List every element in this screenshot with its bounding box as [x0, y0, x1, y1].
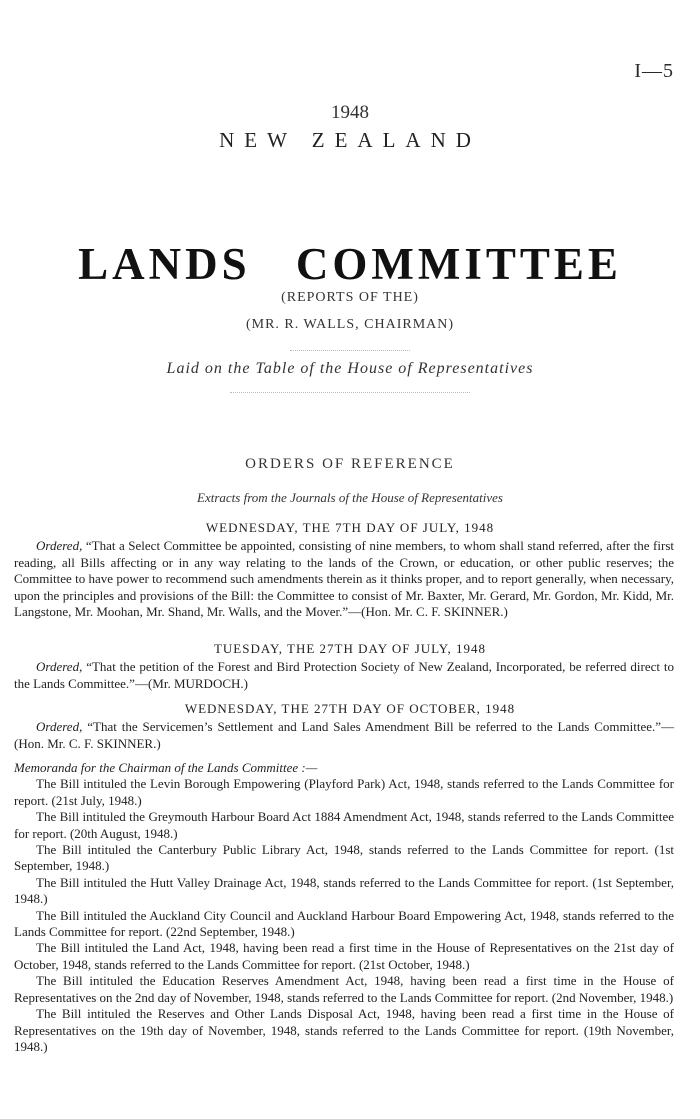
laid-on-table-line: Laid on the Table of the House of Representatives — [166, 360, 534, 377]
order-date: WEDNESDAY, THE 7TH DAY OF JULY, 1948 — [205, 520, 495, 535]
country-heading: NEW ZEALAND — [219, 128, 481, 152]
order-text: “That a Select Committee be appointed, consisting of nine members, to whom shall stand referred, after the first reading, all Bills affecting or in any way relating to the lands of the Crown, or education, or other public reserves; the Committee to have power to recommend such amendments therein as it thinks proper, and to report generally, when necessary, upon the principles and provisions of the Bill: the Committee to consist of Mr. Baxter, Mr. Gerard, Mr. Gordon, Mr. Kidd, Mr. Langstone, Mr. Moohan, Mr. Shand, Mr. Walls, and the Mover.”—(Hon. Mr. C. F. SKINNER.) — [14, 538, 674, 620]
memo-item: The Bill intituled the Auckland City Council and Auckland Harbour Board Empowering Act, 1948, stands referred to the Lands Committee for report. (22nd September, 1948.) — [14, 907, 674, 940]
order-text: “That the petition of the Forest and Bird Protection Society of New Zealand, Incorporated, be referred direct to the Lands Committee.”—(Mr. MURDOCH.) — [14, 659, 674, 691]
memo-item: The Bill intituled the Greymouth Harbour Board Act 1884 Amendment Act, 1948, stands referred to the Lands Committee for report. (20th August, 1948.) — [14, 809, 674, 841]
document-title: LANDS COMMITTEE — [78, 239, 622, 289]
memo-item: The Bill intituled the Hutt Valley Drainage Act, 1948, stands referred to the Lands Committee for report. (1st September, 1948.) — [14, 874, 674, 907]
document-subtitle: (REPORTS OF THE) — [281, 290, 419, 305]
orders-heading: ORDERS OF REFERENCE — [245, 456, 455, 472]
chairman-line: (MR. R. WALLS, CHAIRMAN) — [245, 317, 455, 332]
memo-item: The Bill intituled the Reserves and Other Lands Disposal Act, 1948, having been read a first time in the House of Representatives on the 19th day of November, 1948, stands referred to the Lands Committee for report. (19th November, 1948.) — [14, 1006, 674, 1054]
order-entry — [14, 538, 674, 621]
memoranda-section — [14, 760, 674, 1055]
divider — [290, 350, 410, 351]
page-reference: I—5 — [634, 60, 674, 82]
memoranda-heading: Memoranda for the Chairman of the Lands Committee :— — [14, 760, 318, 775]
memo-item: The Bill intituled the Canterbury Public Library Act, 1948, stands referred to the Lands Committee for report. (1st September, 1948.) — [14, 842, 674, 874]
memo-item: The Bill intituled the Education Reserves Amendment Act, 1948, having been read a first time in the House of Representatives on the 2nd day of November, 1948, stands referred to the Lands Committee for report. (2nd November, 1948.) — [14, 973, 674, 1005]
divider — [230, 392, 470, 393]
ordered-label: Ordered, — [36, 538, 83, 553]
order-entry — [14, 659, 674, 692]
ordered-label: Ordered, — [36, 659, 83, 674]
memo-item: The Bill intituled the Land Act, 1948, having been read a first time in the House of Representatives on the 21st day of October, 1948, stands referred to the Lands Committee for report. (21st October, 1948.) — [14, 940, 674, 972]
order-entry — [14, 719, 674, 752]
extracts-line: Extracts from the Journals of the House of Representatives — [197, 490, 503, 505]
order-date: TUESDAY, THE 27TH DAY OF JULY, 1948 — [213, 641, 487, 656]
ordered-label: Ordered, — [36, 719, 83, 734]
year: 1948 — [331, 102, 369, 123]
order-text: “That the Servicemen’s Settlement and Land Sales Amendment Bill be referred to the Lands Committee.”—(Hon. Mr. C. F. SKINNER.) — [14, 719, 674, 751]
order-date: WEDNESDAY, THE 27TH DAY OF OCTOBER, 1948 — [184, 701, 516, 716]
memo-item: The Bill intituled the Levin Borough Empowering (Playford Park) Act, 1948, stands referred to the Lands Committee for report. (21st July, 1948.) — [14, 776, 674, 808]
